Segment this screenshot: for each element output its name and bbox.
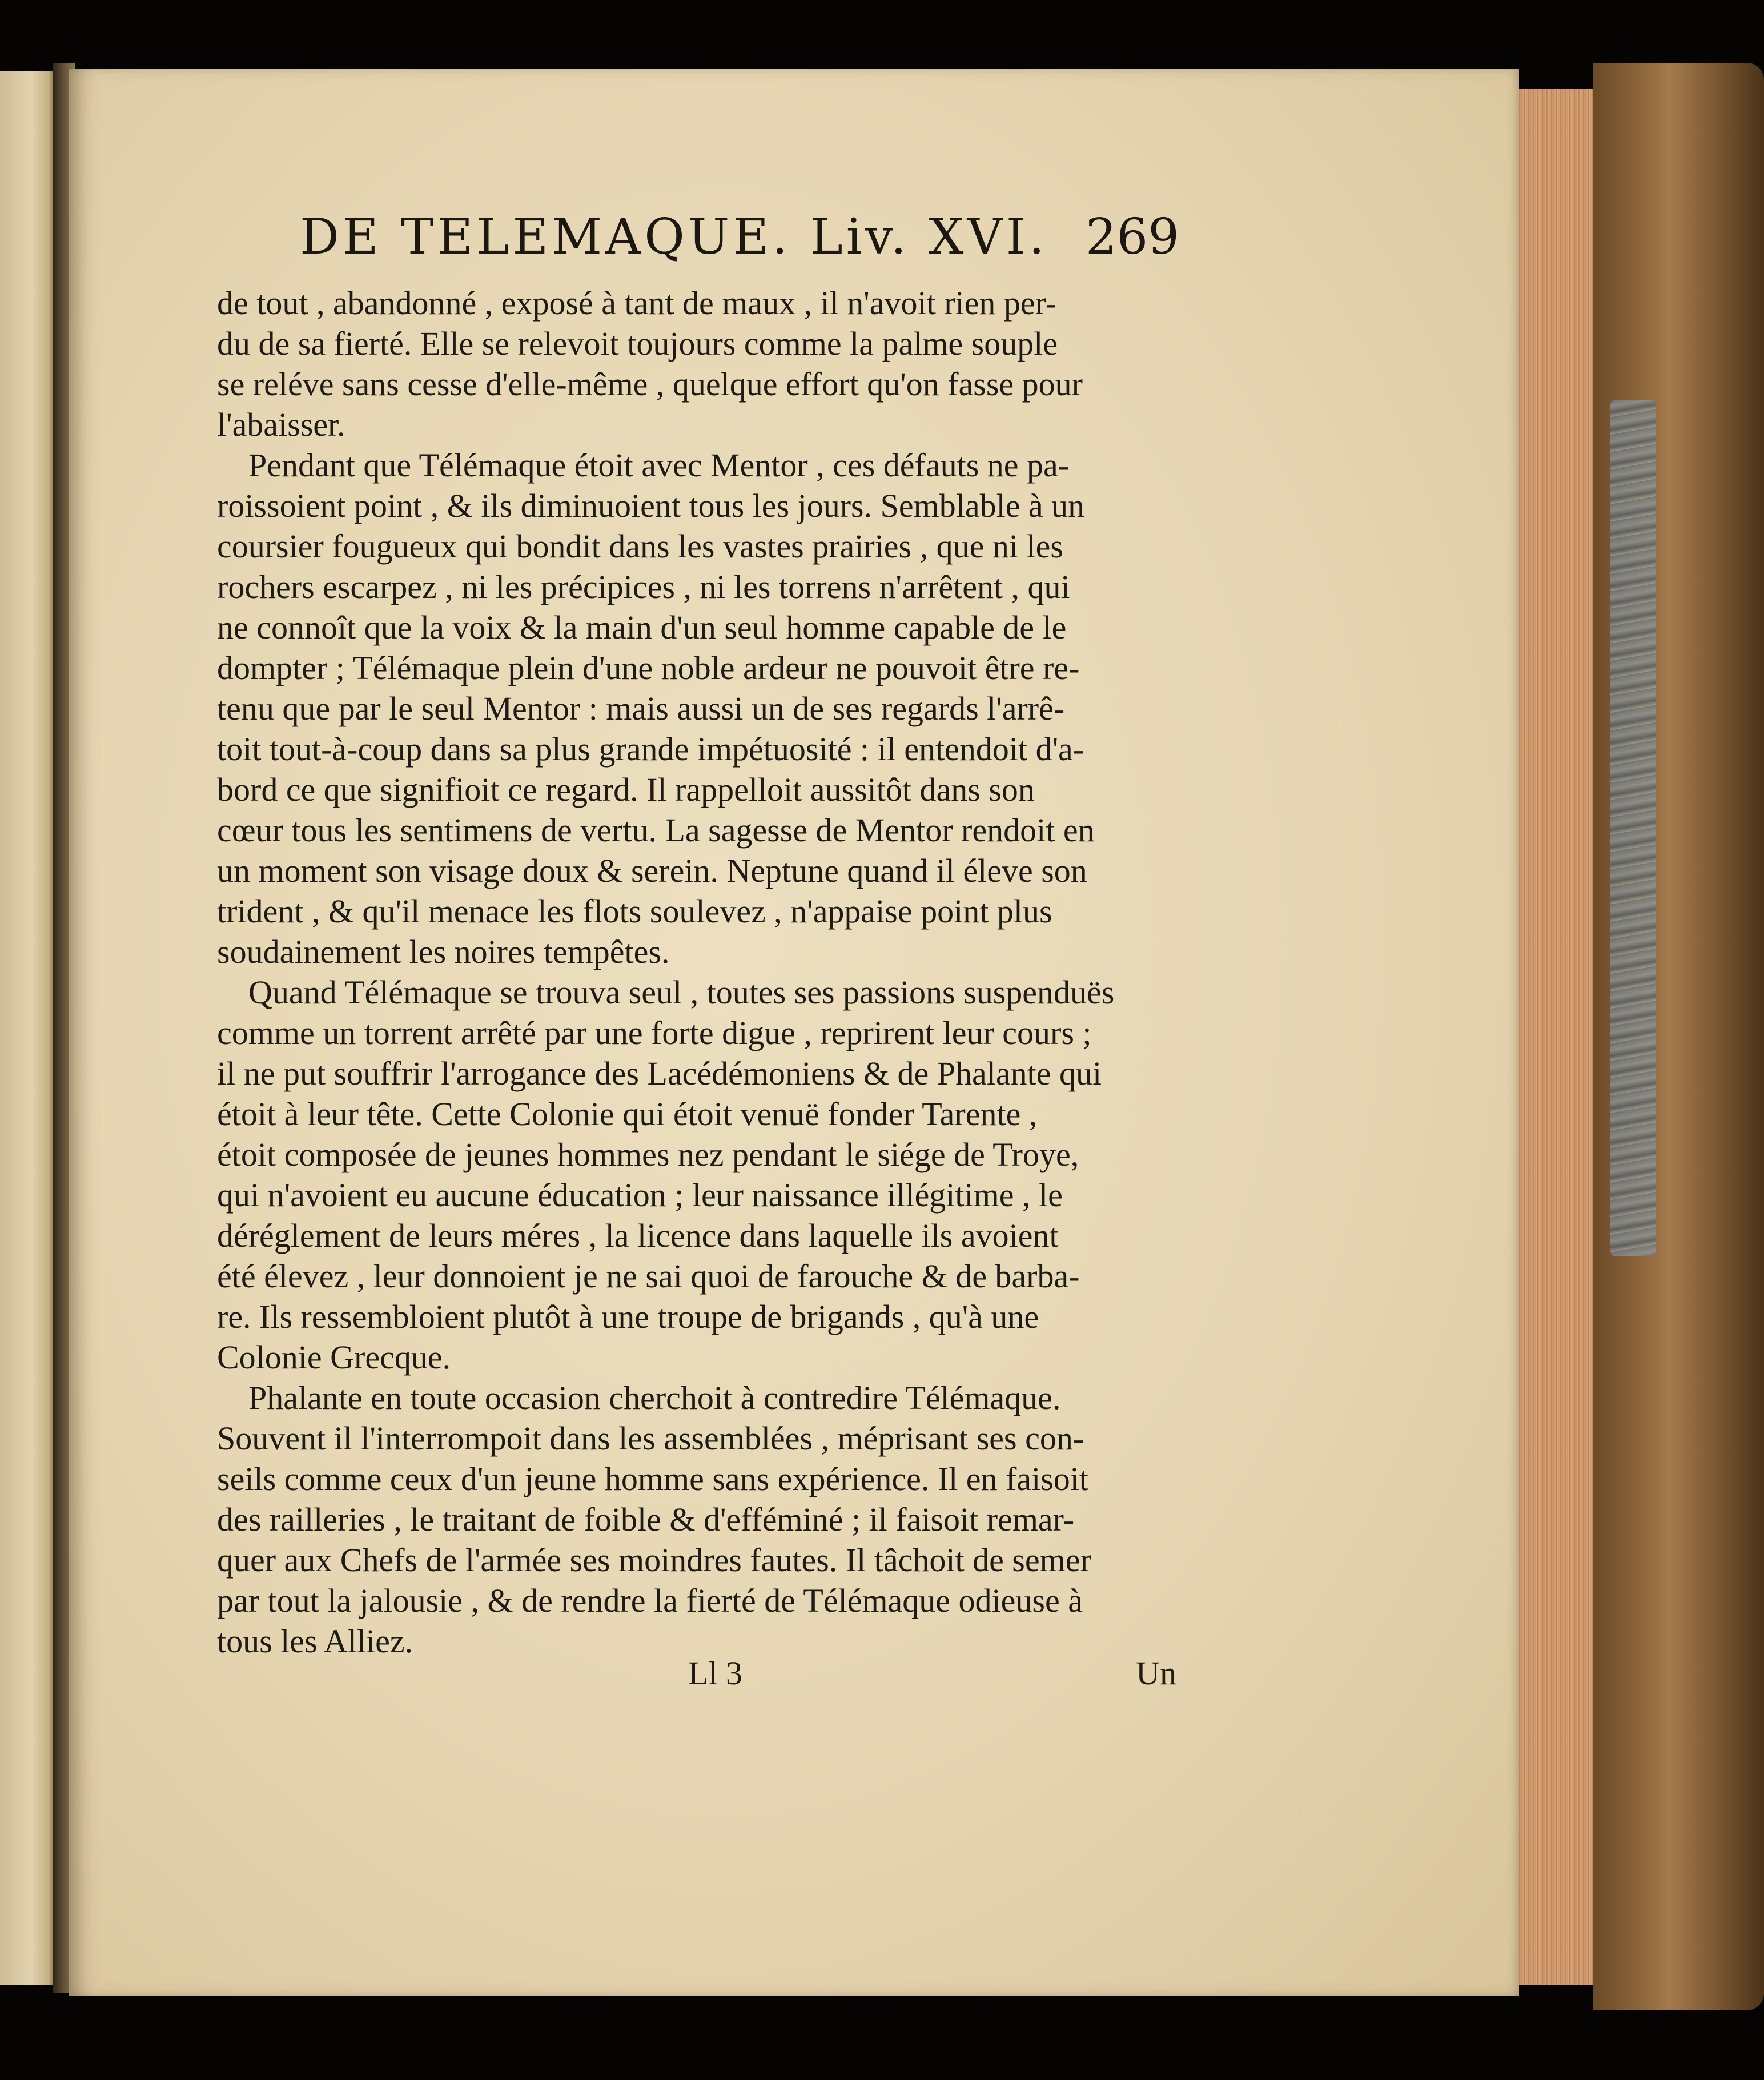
running-head: DE TELEMAQUE. Liv. XVI.: [300, 208, 1048, 266]
text-line: un moment son visage doux & serein. Neptune quand il éleve son: [217, 852, 1087, 889]
text-line: par tout la jalousie , & de rendre la fierté de Télémaque odieuse à: [217, 1582, 1083, 1619]
catchword: Un: [1136, 1655, 1176, 1692]
text-line: roissoient point , & ils diminuoient tous les jours. Semblable à un: [217, 487, 1085, 524]
signature-mark: Ll 3: [688, 1655, 743, 1692]
text-line: tenu que par le seul Mentor : mais aussi un de ses regards l'arrê-: [217, 690, 1065, 727]
text-line: été élevez , leur donnoient je ne sai quoi de farouche & de barba-: [217, 1258, 1080, 1295]
marbled-endpaper: [1610, 400, 1656, 1256]
text-line: étoit à leur tête. Cette Colonie qui étoit venuë fonder Tarente ,: [217, 1095, 1038, 1133]
text-line: se reléve sans cesse d'elle-même , quelque effort qu'on fasse pour: [217, 366, 1083, 403]
facing-page-edge: [0, 71, 57, 1985]
text-line: rochers escarpez , ni les précipices , ni les torrens n'arrêtent , qui: [217, 568, 1070, 605]
text-line: l'abaisser.: [217, 406, 345, 443]
text-line: seils comme ceux d'un jeune homme sans expérience. Il en faisoit: [217, 1460, 1089, 1497]
text-line: tous les Alliez.: [217, 1623, 413, 1660]
text-line: re. Ils ressembloient plutôt à une troupe de brigands , qu'à une: [217, 1298, 1039, 1335]
text-line: bord ce que signifioit ce regard. Il rappelloit aussitôt dans son: [217, 771, 1035, 808]
body-text: [217, 283, 1176, 1661]
text-line: ne connoît que la voix & la main d'un seul homme capable de le: [217, 609, 1067, 646]
text-line: des railleries , le traitant de foible & d'efféminé ; il faisoit remar-: [217, 1501, 1075, 1538]
text-line: dompter ; Télémaque plein d'une noble ardeur ne pouvoit être re-: [217, 649, 1080, 686]
text-line: quer aux Chefs de l'armée ses moindres fautes. Il tâchoit de semer: [217, 1541, 1091, 1579]
text-line: qui n'avoient eu aucune éducation ; leur naissance illégitime , le: [217, 1176, 1063, 1214]
page-fore-edge: [1508, 89, 1605, 1985]
text-line: comme un torrent arrêté par une forte digue , reprirent leur cours ;: [217, 1014, 1092, 1051]
text-line: Phalante en toute occasion cherchoit à contredire Télémaque.: [248, 1379, 1061, 1416]
text-line: déréglement de leurs méres , la licence dans laquelle ils avoient: [217, 1217, 1059, 1254]
paragraph: [217, 445, 1176, 972]
text-line: cœur tous les sentimens de vertu. La sagesse de Mentor rendoit en: [217, 812, 1095, 849]
text-line: étoit composée de jeunes hommes nez pendant le siége de Troye,: [217, 1136, 1079, 1173]
text-line: Quand Télémaque se trouva seul , toutes ses passions suspenduës: [248, 974, 1115, 1011]
page-header: [300, 206, 1179, 268]
paragraph: [217, 1378, 1176, 1661]
text-line: il ne put souffrir l'arrogance des Lacédémoniens & de Phalante qui: [217, 1055, 1102, 1092]
paragraph: [217, 283, 1176, 445]
text-line: trident , & qu'il menace les flots soulevez , n'appaise point plus: [217, 893, 1052, 930]
paragraph: [217, 972, 1176, 1378]
text-line: Souvent il l'interrompoit dans les assemblées , méprisant ses con-: [217, 1420, 1084, 1457]
text-line: Pendant que Télémaque étoit avec Mentor , ces défauts ne pa-: [248, 447, 1070, 484]
text-line: soudainement les noires tempêtes.: [217, 933, 670, 970]
text-line: coursier fougueux qui bondit dans les vastes prairies , que ni les: [217, 528, 1063, 565]
text-line: de tout , abandonné , exposé à tant de maux , il n'avoit rien per-: [217, 284, 1057, 322]
text-line: du de sa fierté. Elle se relevoit toujours comme la palme souple: [217, 325, 1058, 362]
text-line: Colonie Grecque.: [217, 1339, 451, 1376]
page-footer: [217, 1651, 1176, 1696]
text-line: toit tout-à-coup dans sa plus grande impétuosité : il entendoit d'a-: [217, 730, 1084, 768]
page-number: 269: [1085, 208, 1179, 266]
